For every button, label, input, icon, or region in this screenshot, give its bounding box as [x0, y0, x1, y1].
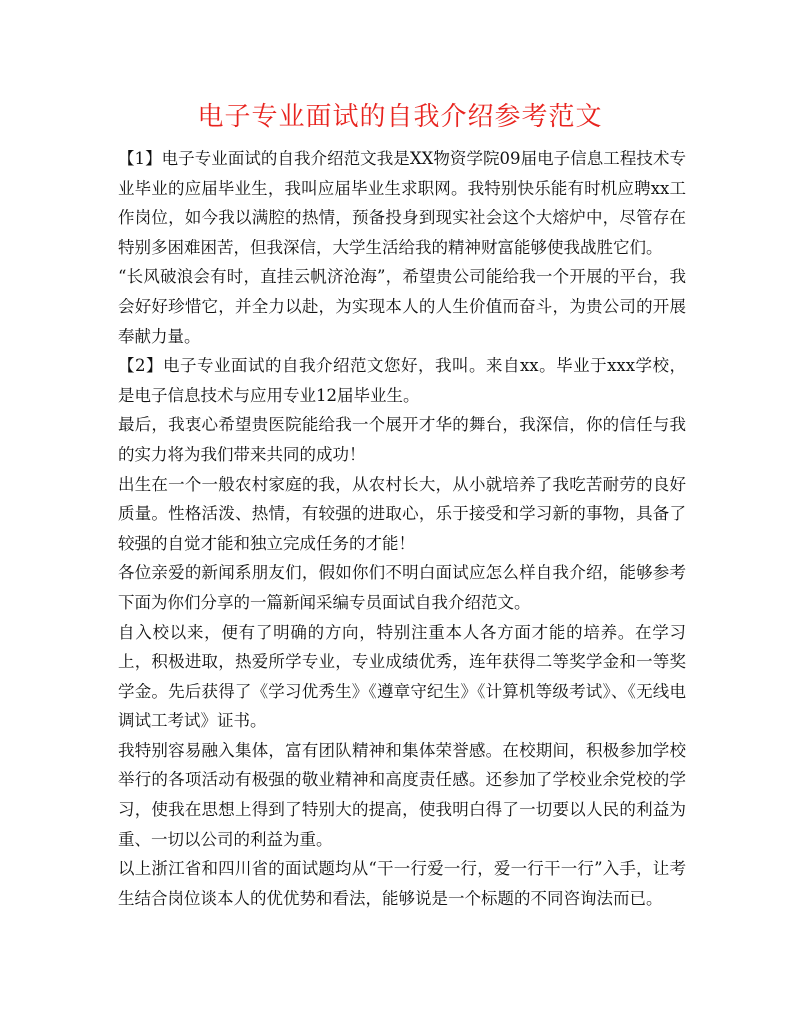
paragraph-9: 以上浙江省和四川省的面试题均从“干一行爱一行，爱一行干一行”入手，让考生结合岗位谈本人的优优势和看法，能够说是一个标题的不同咨询法而已。	[118, 859, 686, 908]
paragraph-2: “长风破浪会有时，直挂云帆济沧海”，希望贵公司能给我一个开展的平台，我会好好珍惜它，并全力以赴，为实现本人的人生价值而奋斗，为贵公司的开展奉献力量。	[118, 267, 686, 346]
paragraph-4: 最后，我衷心希望贵医院能给我一个展开才华的舞台，我深信，你的信任与我的实力将为我们带来共同的成功！	[118, 415, 686, 464]
document-title: 电子专业面试的自我介绍参考范文	[197, 102, 603, 132]
paragraph-8: 我特别容易融入集体，富有团队精神和集体荣誉感。在校期间，积极参加学校举行的各项活动有极强的敬业精神和高度责任感。还参加了学校业余党校的学习，使我在思想上得到了特别大的提高，使我明白得了一切要以人民的利益为重、一切以公司的利益为重。	[118, 740, 686, 849]
paragraph-1: 【1】电子专业面试的自我介绍范文我是XX物资学院09届电子信息工程技术专业毕业的应届毕业生，我叫应届毕业生求职网。我特别快乐能有时机应聘xx工作岗位，如今我以满腔的热情，预备投身到现实社会这个大熔炉中，尽管存在特别多困难困苦，但我深信，大学生活给我的精神财富能够使我战胜它们。	[118, 149, 686, 257]
paragraph-3: 【2】电子专业面试的自我介绍范文您好，我叫。来自xx。毕业于xxx学校，是电子信息技术与应用专业12届毕业生。	[118, 356, 686, 405]
paragraph-7: 自入校以来，便有了明确的方向，特别注重本人各方面才能的培养。在学习上，积极进取，热爱所学专业，专业成绩优秀，连年获得二等奖学金和一等奖学金。先后获得了《学习优秀生》《遵章守纪生》《计算机等级考试》、《无线电调试工考试》证书。	[118, 622, 686, 731]
document-body	[118, 144, 686, 913]
paragraph-5: 出生在一个一般农村家庭的我，从农村长大，从小就培养了我吃苦耐劳的良好质量。性格活泼、热情，有较强的进取心，乐于接受和学习新的事物，具备了较强的自觉才能和独立完成任务的才能！	[118, 474, 686, 553]
paragraph-6: 各位亲爱的新闻系朋友们，假如你们不明白面试应怎么样自我介绍，能够参考下面为你们分享的一篇新闻采编专员面试自我介绍范文。	[118, 563, 686, 612]
